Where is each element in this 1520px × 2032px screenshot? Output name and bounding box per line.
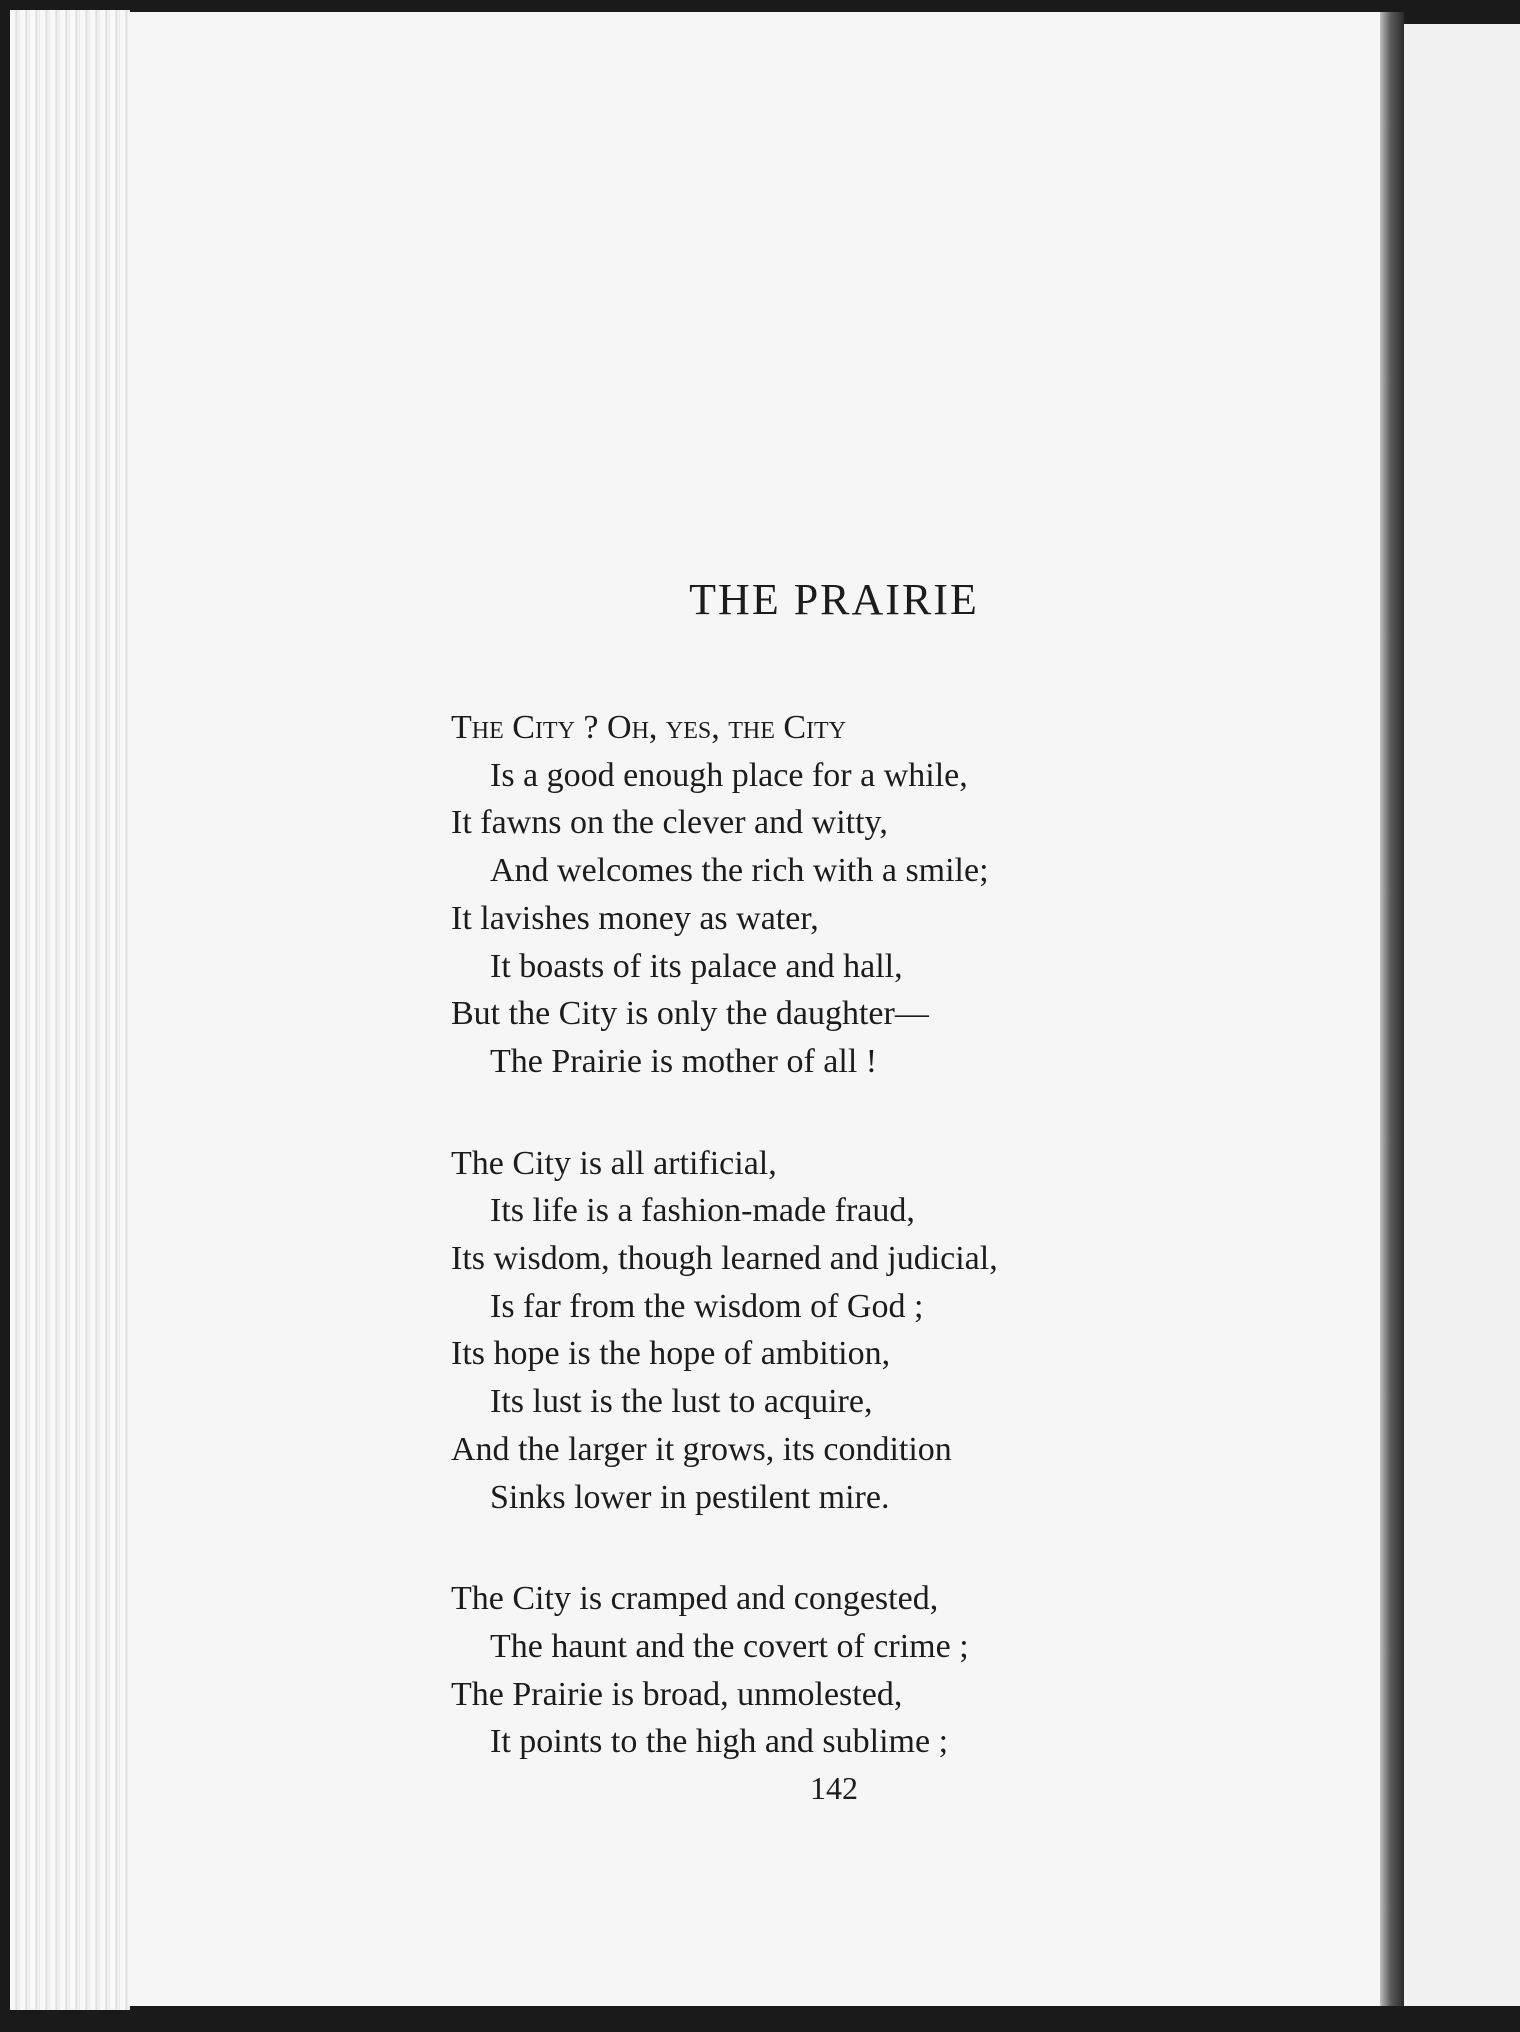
book-gutter (1380, 12, 1404, 2006)
poem-line: And the larger it grows, its condition (451, 1430, 952, 1468)
poem-line: The Prairie is mother of all ! (490, 1042, 878, 1080)
poem-line: But the City is only the daughter— (451, 995, 929, 1033)
poem-line: Its life is a fashion-made fraud, (490, 1192, 915, 1230)
poem-line: Its lust is the lust to acquire, (490, 1383, 873, 1421)
poem-line: Its wisdom, though learned and judicial, (451, 1240, 998, 1278)
poem-line: The City ? Oh, yes, the City (451, 709, 847, 746)
page-edges (10, 10, 130, 2010)
page-number: 142 (810, 1770, 858, 1806)
poem-line: The Prairie is broad, unmolested, (451, 1675, 903, 1713)
poem-body (451, 704, 1351, 1820)
facing-page (1404, 24, 1520, 2006)
poem-title: THE PRAIRIE (689, 575, 979, 624)
poem-line: Is far from the wisdom of God ; (490, 1287, 924, 1325)
poem-line: The haunt and the covert of crime ; (490, 1627, 969, 1665)
poem-line: The City is all artificial, (451, 1144, 777, 1182)
poem-line: It lavishes money as water, (451, 899, 819, 937)
poem-line: Sinks lower in pestilent mire. (490, 1478, 890, 1516)
book-page (128, 12, 1380, 2006)
poem-line: And welcomes the rich with a smile; (490, 852, 989, 890)
poem-line: It fawns on the clever and witty, (451, 804, 888, 842)
poem-line: It points to the high and sublime ; (490, 1723, 949, 1761)
poem-line: The City is cramped and congested, (451, 1580, 939, 1618)
poem-line: Is a good enough place for a while, (490, 756, 968, 794)
stanza-3 (451, 1575, 1351, 1766)
poem-line: Its hope is the hope of ambition, (451, 1335, 891, 1373)
poem-line: It boasts of its palace and hall, (490, 947, 903, 985)
stanza-1 (451, 704, 1351, 1086)
stanza-2 (451, 1140, 1351, 1522)
